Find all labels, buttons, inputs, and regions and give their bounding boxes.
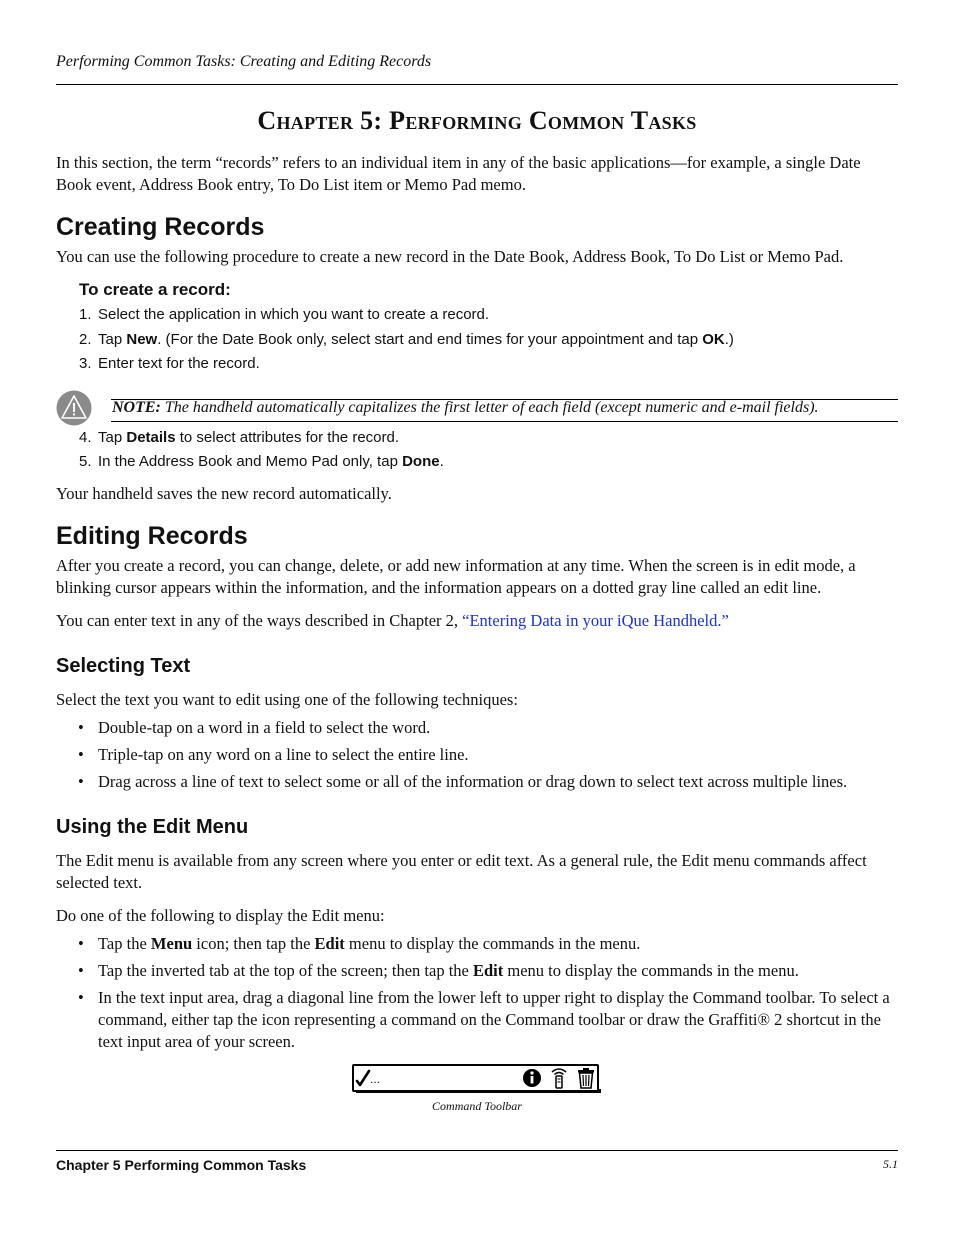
step-text: to select attributes for the record. bbox=[175, 429, 400, 446]
bullet-text: Drag across a line of text to select some or all of the information or drag down to select text across multiple lines. bbox=[98, 772, 848, 791]
step-item bbox=[79, 306, 489, 323]
bullet-text-part: menu to display the commands in the menu. bbox=[344, 934, 641, 953]
bullet-dot: • bbox=[78, 934, 84, 953]
step-text: Select the application in which you want to create a record. bbox=[98, 306, 490, 323]
bullet-dot: • bbox=[78, 961, 84, 980]
selecting-text-intro: Select the text you want to edit using one of the following techniques: bbox=[56, 690, 518, 709]
figure-caption: Command Toolbar bbox=[432, 1099, 522, 1113]
creating-records-heading: Creating Records bbox=[56, 213, 265, 241]
step-text: .) bbox=[724, 331, 734, 348]
info-icon[interactable] bbox=[521, 1067, 543, 1089]
bullet-dot: • bbox=[78, 718, 84, 737]
step-number: 4. bbox=[79, 429, 92, 446]
step-text: . bbox=[439, 453, 444, 470]
step-item bbox=[79, 355, 260, 372]
step-text: Tap bbox=[98, 429, 127, 446]
creating-records-text: You can use the following procedure to create a new record in the Date Book, Address Book, To Do List or Memo Pad. bbox=[56, 247, 844, 266]
note-body: The handheld automatically capitalizes the first letter of each field (except numeric and e-mail fields). bbox=[160, 399, 819, 416]
step-text: . (For the Date Book only, select start and end times for your appointment and tap bbox=[157, 331, 703, 348]
selecting-text-heading: Selecting Text bbox=[56, 655, 191, 677]
step-text: In the Address Book and Memo Pad only, tap bbox=[98, 453, 403, 470]
menu-term: Menu bbox=[150, 934, 193, 953]
step-item bbox=[79, 453, 444, 470]
bullet-dot: • bbox=[78, 745, 84, 764]
bullet-text: Double-tap on a word in a field to select the word. bbox=[98, 718, 431, 737]
bullet-text bbox=[98, 960, 898, 982]
bullet-dot: • bbox=[78, 772, 84, 791]
page-number: 5.1 bbox=[883, 1157, 898, 1171]
bullet-text bbox=[98, 933, 898, 955]
chapter-title: Chapter 5: Performing Common Tasks bbox=[257, 106, 697, 135]
chapter-2-link[interactable]: “Entering Data in your iQue Handheld.” bbox=[462, 611, 729, 630]
toolbar-ellipsis: ... bbox=[370, 1072, 381, 1086]
step-bold-text: New bbox=[126, 331, 158, 348]
step-bold-text: OK bbox=[702, 331, 725, 348]
bullet-dot: • bbox=[78, 988, 84, 1007]
note-text bbox=[112, 399, 819, 417]
intro-paragraph: In this section, the term “records” refers to an individual item in any of the basic applications—for example, a single Date Book event, Address Book entry, To Do List item or Memo Pad memo. bbox=[56, 153, 861, 194]
step-number: 5. bbox=[79, 453, 92, 470]
edit-menu-lead: Do one of the following to display the Edit menu: bbox=[56, 906, 385, 925]
step-item bbox=[79, 429, 399, 446]
note-rule-bottom bbox=[111, 421, 898, 422]
bullet-text: In the text input area, drag a diagonal line from the lower left to upper right to display the Command toolbar. To select a command, either tap the icon representing a command on the Command toolbar or draw the Graffiti® 2 shortcut in the text input area of your screen. bbox=[98, 988, 890, 1051]
bullet-text-part: icon; then tap the bbox=[192, 934, 315, 953]
step-item bbox=[79, 331, 734, 348]
edit-term: Edit bbox=[314, 934, 345, 953]
step-bold-text: Details bbox=[126, 429, 176, 446]
step-number: 3. bbox=[79, 355, 92, 372]
creating-closing-text: Your handheld saves the new record automatically. bbox=[56, 484, 392, 503]
edit-menu-intro: The Edit menu is available from any screen where you enter or edit text. As a general rule, the Edit menu commands affect selected text. bbox=[56, 851, 867, 892]
running-header: Performing Common Tasks: Creating and Editing Records bbox=[56, 53, 432, 70]
step-bold-text: Done bbox=[402, 453, 440, 470]
editing-text-prefix: You can enter text in any of the ways described in Chapter 2, bbox=[56, 611, 463, 630]
beam-icon[interactable] bbox=[547, 1066, 571, 1090]
step-text: Tap bbox=[98, 331, 127, 348]
step-text: Enter text for the record. bbox=[98, 355, 260, 372]
editing-records-text-2 bbox=[56, 610, 898, 632]
editing-records-heading: Editing Records bbox=[56, 522, 248, 550]
footer-rule bbox=[56, 1150, 898, 1151]
footer-chapter-title: Chapter 5 Performing Common Tasks bbox=[56, 1157, 307, 1173]
edit-menu-heading: Using the Edit Menu bbox=[56, 816, 249, 838]
header-rule bbox=[56, 84, 898, 85]
bullet-text-part: menu to display the commands in the menu. bbox=[503, 961, 799, 980]
procedure-heading: To create a record: bbox=[79, 280, 231, 299]
edit-term: Edit bbox=[473, 961, 504, 980]
bullet-text-part: Tap the bbox=[98, 934, 151, 953]
trash-icon[interactable] bbox=[574, 1066, 598, 1090]
bullet-text: Triple-tap on any word on a line to select the entire line. bbox=[98, 745, 469, 764]
bullet-text-part: Tap the inverted tab at the top of the screen; then tap the bbox=[98, 961, 473, 980]
warning-icon bbox=[56, 390, 92, 426]
step-number: 2. bbox=[79, 331, 92, 348]
editing-records-text: After you create a record, you can change, delete, or add new information at any time. When the screen is in edit mode, a blinking cursor appears within the information, and the information appears on a dotted gray line called an edit line. bbox=[56, 556, 856, 597]
note-label: NOTE: bbox=[112, 399, 161, 416]
step-number: 1. bbox=[79, 306, 92, 323]
